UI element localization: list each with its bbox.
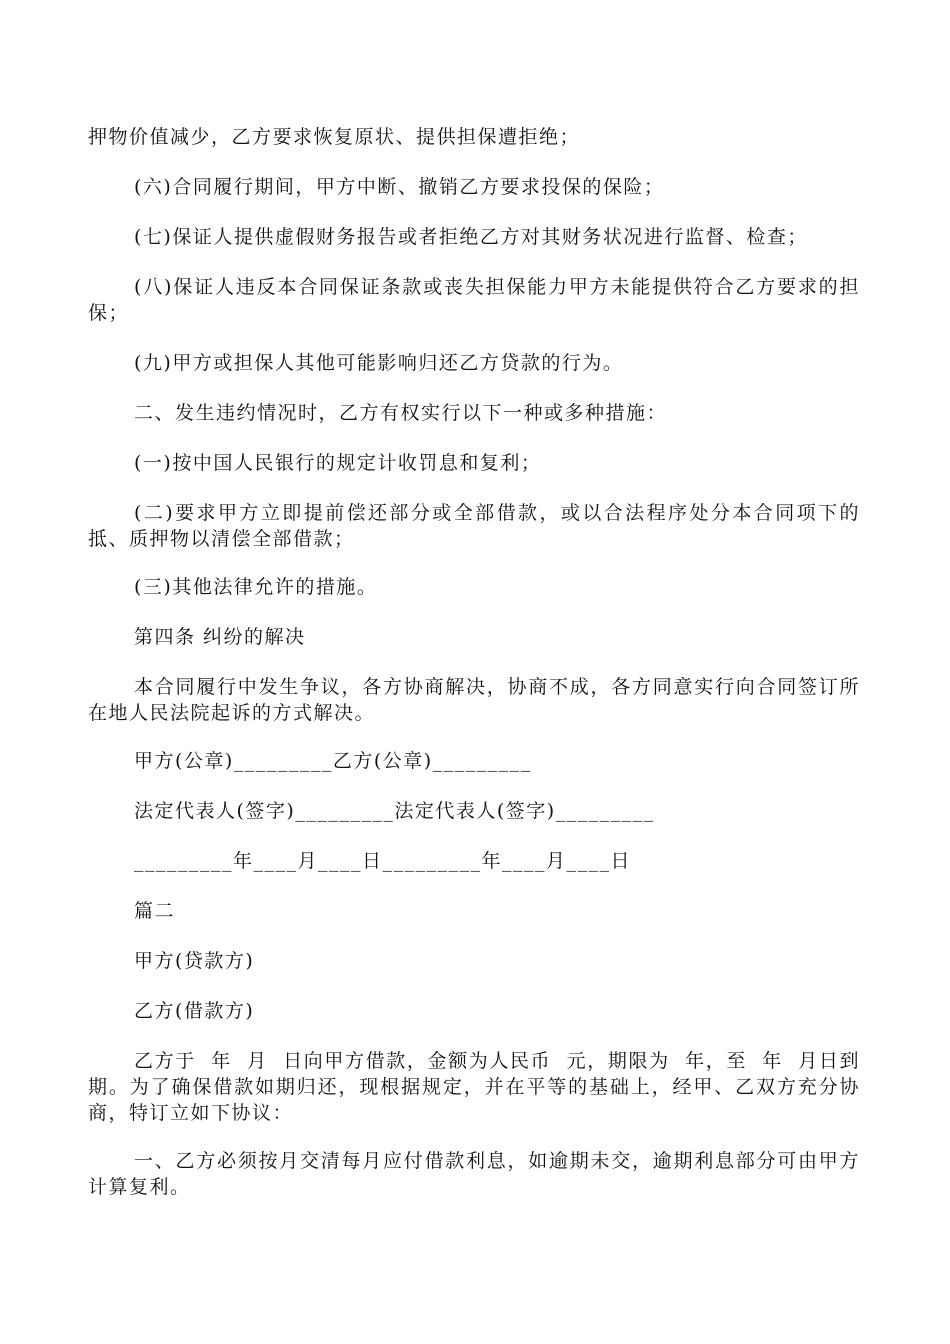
party-b-label: 乙方(借款方) (134, 1000, 255, 1022)
paragraph-item-9: (九)甲方或担保人其他可能影响归还乙方贷款的行为。 (134, 352, 624, 374)
paragraph-measure-1: (一)按中国人民银行的规定计收罚息和复利； (134, 452, 542, 474)
paragraph-item-7: (七)保证人提供虚假财务报告或者拒绝乙方对其财务状况进行监督、检查； (134, 226, 808, 248)
paragraph-loan-terms: 乙方于 年 月 日向甲方借款，金额为人民币 元，期限为 年，至 年 月日到期。为了确保借款如期归还，现根据规定，并在平等的基础上，经甲、乙双方充分协商，特订立如下协议： (88, 1050, 860, 1124)
paragraph-item-6: (六)合同履行期间，甲方中断、撤销乙方要求投保的保险； (134, 176, 665, 198)
paragraph-measure-2: (二)要求甲方立即提前偿还部分或全部借款，或以合法程序处分本合同项下的抵、质押物以清偿全部借款； (88, 502, 860, 550)
paragraph-item-8: (八)保证人违反本合同保证条款或丧失担保能力甲方未能提供符合乙方要求的担保； (88, 276, 860, 324)
signature-representative-line: 法定代表人(签字)_________法定代表人(签字)_________ (134, 800, 655, 822)
paragraph-clause-1: 一、乙方必须按月交清每月应付借款利息，如逾期未交，逾期利息部分可由甲方计算复利。 (88, 1150, 860, 1198)
section-heading-part-2: 篇二 (134, 900, 176, 922)
paragraph-dispute: 本合同履行中发生争议，各方协商解决，协商不成，各方同意实行向合同签订所在地人民法院起诉的方式解决。 (88, 676, 860, 724)
paragraph-pledge-value: 押物价值减少，乙方要求恢复原状、提供担保遭拒绝； (88, 126, 581, 148)
signature-date-line: _________年____月____日_________年____月____日 (134, 850, 632, 872)
paragraph-measure-3: (三)其他法律允许的措施。 (134, 576, 378, 598)
article-4-heading: 第四条 纠纷的解决 (134, 626, 306, 648)
party-a-label: 甲方(贷款方) (134, 950, 255, 972)
signature-seal-line: 甲方(公章)_________乙方(公章)_________ (134, 750, 532, 772)
paragraph-section-2: 二、发生违约情况时，乙方有权实行以下一种或多种措施： (134, 402, 668, 424)
